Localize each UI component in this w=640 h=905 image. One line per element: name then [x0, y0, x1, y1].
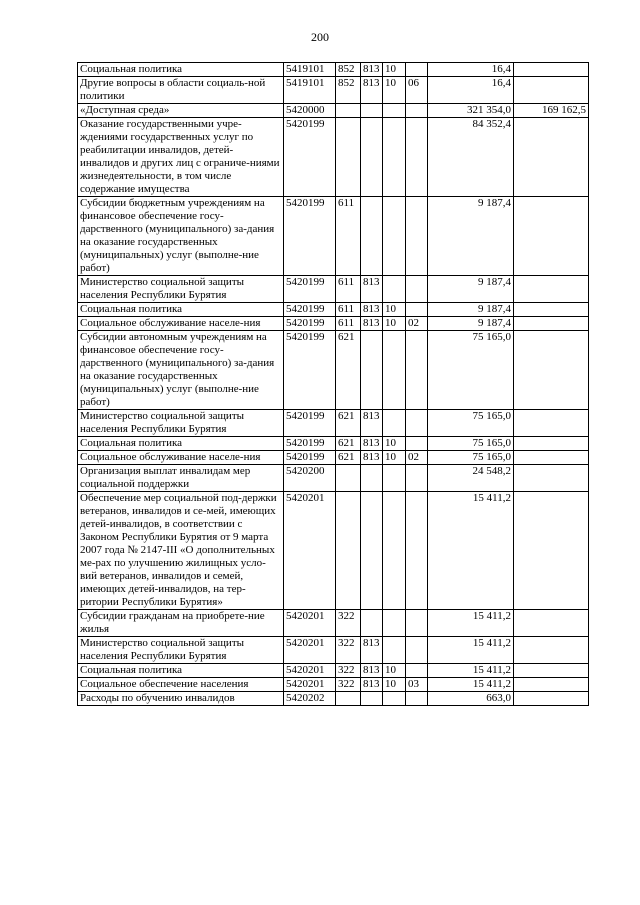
row-code-cell: 5420201 [284, 492, 336, 610]
row-rz-cell: 10 [383, 451, 406, 465]
row-amount2-cell [514, 303, 589, 317]
row-vr-cell: 322 [336, 678, 361, 692]
row-rz-cell: 10 [383, 678, 406, 692]
row-code-cell: 5420199 [284, 118, 336, 197]
row-name-cell: Социальное обслуживание населе-ния [78, 451, 284, 465]
row-rz-cell: 10 [383, 63, 406, 77]
row-code-cell: 5419101 [284, 77, 336, 104]
table-row [78, 63, 589, 77]
row-name-cell: Социальная политика [78, 437, 284, 451]
row-name-cell: Социальное обслуживание населе-ния [78, 317, 284, 331]
row-pr-cell [406, 692, 428, 706]
table-row [78, 118, 589, 197]
row-pr-cell [406, 437, 428, 451]
row-vr-cell: 621 [336, 410, 361, 437]
row-rz-cell: 10 [383, 664, 406, 678]
row-pr-cell: 03 [406, 678, 428, 692]
row-amount-cell: 321 354,0 [428, 104, 514, 118]
row-amount2-cell [514, 610, 589, 637]
row-pr-cell [406, 197, 428, 276]
row-name-cell: Социальное обеспечение населения [78, 678, 284, 692]
row-rz-cell: 10 [383, 303, 406, 317]
row-rz-cell [383, 410, 406, 437]
row-pr-cell [406, 610, 428, 637]
row-amount2-cell [514, 410, 589, 437]
budget-table [77, 62, 589, 706]
row-pr-cell [406, 331, 428, 410]
row-amount-cell: 75 165,0 [428, 451, 514, 465]
row-amount2-cell [514, 637, 589, 664]
row-grbs-cell: 813 [361, 77, 383, 104]
row-vr-cell [336, 104, 361, 118]
row-grbs-cell [361, 465, 383, 492]
row-rz-cell [383, 610, 406, 637]
row-code-cell: 5420199 [284, 197, 336, 276]
row-grbs-cell: 813 [361, 678, 383, 692]
row-code-cell: 5420199 [284, 317, 336, 331]
table-row [78, 678, 589, 692]
table-row [78, 410, 589, 437]
row-name-cell: Обеспечение мер социальной под-держки ветеранов, инвалидов и се-мей, имеющих детей-инвалидов, в соответствии с Законом Республики Бурятия от 9 марта 2007 года № 2147-III «О дополнительных ме-рах по улучшению жилищных усло-вий ветеранов, инвалидов и семей, имеющих детей-инвалидов, на тер-ритории Республики Бурятия» [78, 492, 284, 610]
row-grbs-cell [361, 197, 383, 276]
row-pr-cell: 02 [406, 451, 428, 465]
row-code-cell: 5420201 [284, 610, 336, 637]
row-vr-cell: 611 [336, 303, 361, 317]
row-amount-cell: 9 187,4 [428, 276, 514, 303]
row-amount-cell: 9 187,4 [428, 303, 514, 317]
row-code-cell: 5420202 [284, 692, 336, 706]
row-name-cell: Министерство социальной защиты населения Республики Бурятия [78, 410, 284, 437]
row-amount-cell: 75 165,0 [428, 331, 514, 410]
row-code-cell: 5420199 [284, 451, 336, 465]
row-amount-cell: 15 411,2 [428, 664, 514, 678]
page-number: 200 [311, 30, 329, 44]
row-vr-cell: 322 [336, 610, 361, 637]
row-rz-cell [383, 692, 406, 706]
table-row [78, 197, 589, 276]
row-code-cell: 5420201 [284, 678, 336, 692]
table-row [78, 104, 589, 118]
row-name-cell: Субсидии бюджетным учреждениям на финансовое обеспечение госу-дарственного (муниципального) за-дания на оказание государственных (муниципальных) услуг (выполне-ние работ) [78, 197, 284, 276]
row-name-cell: Министерство социальной защиты населения Республики Бурятия [78, 276, 284, 303]
table-row [78, 664, 589, 678]
row-amount2-cell [514, 664, 589, 678]
row-code-cell: 5420000 [284, 104, 336, 118]
row-amount2-cell [514, 451, 589, 465]
row-amount-cell: 9 187,4 [428, 197, 514, 276]
row-grbs-cell [361, 692, 383, 706]
row-grbs-cell: 813 [361, 303, 383, 317]
row-amount-cell: 16,4 [428, 77, 514, 104]
row-grbs-cell [361, 118, 383, 197]
row-rz-cell: 10 [383, 77, 406, 104]
row-amount2-cell [514, 437, 589, 451]
row-name-cell: Социальная политика [78, 303, 284, 317]
row-vr-cell [336, 692, 361, 706]
row-grbs-cell [361, 492, 383, 610]
row-pr-cell: 02 [406, 317, 428, 331]
row-amount-cell: 75 165,0 [428, 437, 514, 451]
row-pr-cell [406, 410, 428, 437]
row-grbs-cell: 813 [361, 637, 383, 664]
row-amount2-cell [514, 692, 589, 706]
row-pr-cell [406, 63, 428, 77]
row-amount2-cell [514, 276, 589, 303]
row-rz-cell [383, 637, 406, 664]
row-amount-cell: 663,0 [428, 692, 514, 706]
row-pr-cell [406, 276, 428, 303]
row-code-cell: 5420199 [284, 276, 336, 303]
row-name-cell: Субсидии автономным учреждениям на финансовое обеспечение госу-дарственного (муниципального) за-дания на оказание государственных (муниципальных) услуг (выполне-ние работ) [78, 331, 284, 410]
table-row [78, 692, 589, 706]
row-vr-cell: 621 [336, 437, 361, 451]
table-row [78, 610, 589, 637]
row-amount-cell: 75 165,0 [428, 410, 514, 437]
row-vr-cell: 852 [336, 77, 361, 104]
row-amount-cell: 84 352,4 [428, 118, 514, 197]
row-grbs-cell: 813 [361, 664, 383, 678]
row-name-cell: Расходы по обучению инвалидов [78, 692, 284, 706]
row-grbs-cell: 813 [361, 451, 383, 465]
row-grbs-cell [361, 104, 383, 118]
row-amount2-cell [514, 331, 589, 410]
row-grbs-cell: 813 [361, 317, 383, 331]
row-pr-cell [406, 118, 428, 197]
row-grbs-cell: 813 [361, 63, 383, 77]
row-amount2-cell: 169 162,5 [514, 104, 589, 118]
table-row [78, 437, 589, 451]
row-amount2-cell [514, 197, 589, 276]
row-name-cell: Социальная политика [78, 664, 284, 678]
row-grbs-cell: 813 [361, 437, 383, 451]
row-amount2-cell [514, 492, 589, 610]
table-row [78, 276, 589, 303]
row-name-cell: Министерство социальной защиты населения Республики Бурятия [78, 637, 284, 664]
row-rz-cell [383, 104, 406, 118]
row-amount2-cell [514, 118, 589, 197]
row-vr-cell: 611 [336, 276, 361, 303]
row-vr-cell [336, 118, 361, 197]
row-grbs-cell: 813 [361, 276, 383, 303]
row-pr-cell: 06 [406, 77, 428, 104]
row-vr-cell: 611 [336, 197, 361, 276]
row-name-cell: Оказание государственными учре-ждениями государственных услуг по реабилитации инвалидов, детей-инвалидов и других лиц с ограниче-ниями жизнедеятельности, в том числе содержание имущества [78, 118, 284, 197]
row-code-cell: 5419101 [284, 63, 336, 77]
row-vr-cell: 621 [336, 331, 361, 410]
row-rz-cell: 10 [383, 317, 406, 331]
row-grbs-cell [361, 610, 383, 637]
row-code-cell: 5420199 [284, 303, 336, 317]
row-amount2-cell [514, 678, 589, 692]
row-rz-cell [383, 197, 406, 276]
row-amount-cell: 15 411,2 [428, 637, 514, 664]
row-amount2-cell [514, 77, 589, 104]
row-name-cell: «Доступная среда» [78, 104, 284, 118]
row-vr-cell: 852 [336, 63, 361, 77]
row-name-cell: Другие вопросы в области социаль-ной политики [78, 77, 284, 104]
row-pr-cell [406, 104, 428, 118]
row-amount2-cell [514, 63, 589, 77]
table-row [78, 451, 589, 465]
row-vr-cell: 322 [336, 664, 361, 678]
row-name-cell: Субсидии гражданам на приобрете-ние жилья [78, 610, 284, 637]
row-rz-cell [383, 492, 406, 610]
row-amount2-cell [514, 317, 589, 331]
row-pr-cell [406, 492, 428, 610]
row-vr-cell: 621 [336, 451, 361, 465]
row-amount-cell: 9 187,4 [428, 317, 514, 331]
row-pr-cell [406, 664, 428, 678]
table-row [78, 331, 589, 410]
row-vr-cell: 322 [336, 637, 361, 664]
row-vr-cell [336, 492, 361, 610]
row-code-cell: 5420201 [284, 664, 336, 678]
table-row [78, 77, 589, 104]
table-row [78, 303, 589, 317]
row-amount-cell: 16,4 [428, 63, 514, 77]
row-grbs-cell [361, 331, 383, 410]
row-pr-cell [406, 465, 428, 492]
row-amount-cell: 15 411,2 [428, 492, 514, 610]
row-code-cell: 5420199 [284, 437, 336, 451]
row-pr-cell [406, 303, 428, 317]
row-rz-cell [383, 465, 406, 492]
row-rz-cell: 10 [383, 437, 406, 451]
row-vr-cell [336, 465, 361, 492]
row-code-cell: 5420201 [284, 637, 336, 664]
row-rz-cell [383, 276, 406, 303]
row-code-cell: 5420200 [284, 465, 336, 492]
table-row [78, 465, 589, 492]
row-amount2-cell [514, 465, 589, 492]
row-amount-cell: 15 411,2 [428, 678, 514, 692]
row-code-cell: 5420199 [284, 410, 336, 437]
row-vr-cell: 611 [336, 317, 361, 331]
table-row [78, 317, 589, 331]
table-body [78, 63, 589, 706]
row-grbs-cell: 813 [361, 410, 383, 437]
table-row [78, 637, 589, 664]
row-amount-cell: 24 548,2 [428, 465, 514, 492]
row-name-cell: Социальная политика [78, 63, 284, 77]
row-name-cell: Организация выплат инвалидам мер социальной поддержки [78, 465, 284, 492]
table-row [78, 492, 589, 610]
row-code-cell: 5420199 [284, 331, 336, 410]
row-rz-cell [383, 118, 406, 197]
row-pr-cell [406, 637, 428, 664]
row-rz-cell [383, 331, 406, 410]
row-amount-cell: 15 411,2 [428, 610, 514, 637]
